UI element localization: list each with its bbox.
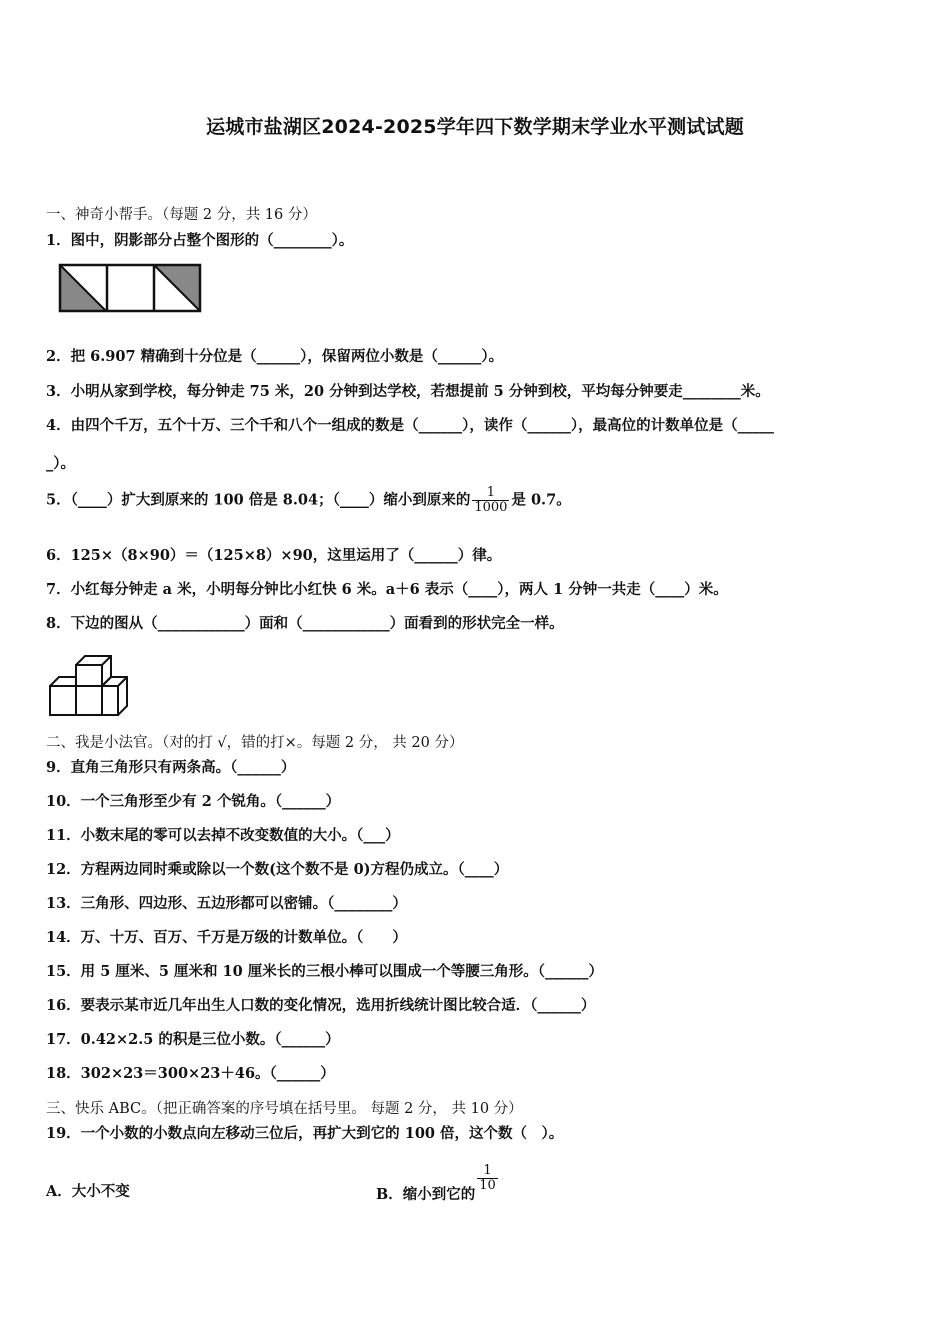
question-18: 18．302×23＝300×23＋46。（______）: [46, 1065, 335, 1082]
q19-option-b-denominator: 10: [479, 1178, 496, 1193]
q8-cube-top-front: [76, 665, 102, 686]
q19-option-b-fraction: [477, 1164, 498, 1193]
question-17: 17．0.42×2.5 的积是三位小数。（______）: [46, 1031, 340, 1048]
question-2: 2．把 6.907 精确到十分位是（______），保留两位小数是（______）。: [46, 348, 504, 365]
q8-cube-bottom-right-edge: [118, 677, 127, 686]
question-13: 13．三角形、四边形、五边形都可以密铺。（________）: [46, 895, 407, 912]
question-16: 16．要表示某市近几年出生人口数的变化情况，选用折线统计图比较合适．（______）: [46, 997, 596, 1014]
q5-fraction-numerator: 1: [486, 485, 496, 500]
q19-option-b: [376, 1154, 500, 1203]
question-5-part-2: 是 0.7。: [511, 491, 571, 509]
q8-cube-bottom-left-top: [50, 677, 76, 686]
question-4-line-2: _）。: [46, 455, 75, 472]
q5-fraction-denominator: 1000: [474, 500, 508, 515]
question-10: 10．一个三角形至少有 2 个锐角。（______）: [46, 793, 341, 810]
question-5-part-1: 5．（____）扩大到原来的 100 倍是 8.04；（____）缩小到原来的: [46, 491, 471, 509]
q1-figure-shaded-squares: [58, 263, 204, 313]
question-19: 19．一个小数的小数点向左移动三位后，再扩大到它的 100 倍，这个数（ ）。: [46, 1125, 564, 1142]
section-1-heading: 一、神奇小帮手。（每题 2 分，共 16 分）: [46, 207, 317, 223]
question-1: 1．图中，阴影部分占整个图形的（________）。: [46, 232, 354, 249]
q8-figure-cubes: [46, 652, 132, 720]
question-8: 8．下边的图从（____________）面和（____________）面看到的形状完全一样。: [46, 615, 564, 632]
section-3-heading: 三、快乐 ABC。（把正确答案的序号填在括号里。 每题 2 分， 共 10 分）: [46, 1101, 523, 1117]
question-5: [46, 486, 571, 515]
q8-cube-bottom-left-front: [50, 686, 76, 715]
question-12: 12．方程两边同时乘或除以一个数(这个数不是 0)方程仍成立。（____）: [46, 861, 509, 878]
section-2-heading: 二、我是小法官。（对的打 √，错的打×。每题 2 分， 共 20 分）: [46, 735, 464, 751]
q5-fraction: [472, 486, 509, 515]
question-4-line-1: 4．由四个千万，五个十万、三个千和八个一组成的数是（______），读作（______），最高位的计数单位是（_____: [46, 417, 774, 434]
question-9: 9．直角三角形只有两条高。（______）: [46, 759, 296, 776]
question-14: 14．万、十万、百万、千万是万级的计数单位。（ ）: [46, 929, 407, 946]
q8-cube-bottom-right-front: [102, 686, 118, 715]
question-3: 3．小明从家到学校，每分钟走 75 米，20 分钟到达学校，若想提前 5 分钟到校，平均每分钟要走________米。: [46, 383, 770, 400]
question-6: 6．125×（8×90）＝（125×8）×90，这里运用了（______）律。: [46, 547, 502, 564]
question-15: 15．用 5 厘米、5 厘米和 10 厘米长的三根小棒可以围成一个等腰三角形。（______）: [46, 963, 604, 980]
q8-cube-bottom-right-side: [102, 677, 127, 715]
question-7: 7．小红每分钟走 a 米，小明每分钟比小红快 6 米。a＋6 表示（____），两人 1 分钟一共走（____）米。: [46, 581, 728, 598]
q8-cube-bottom-mid-front: [76, 686, 102, 715]
q19-option-a: A．大小不变: [46, 1183, 130, 1200]
page-title: 运城市盐湖区2024-2025学年四下数学期末学业水平测试试题: [206, 116, 744, 138]
question-11: 11．小数末尾的零可以去掉不改变数值的大小。（___）: [46, 827, 400, 844]
q19-option-b-numerator: 1: [483, 1163, 492, 1178]
q8-cube-top-edge: [102, 656, 111, 665]
q19-option-b-label: B．缩小到它的: [376, 1185, 476, 1203]
